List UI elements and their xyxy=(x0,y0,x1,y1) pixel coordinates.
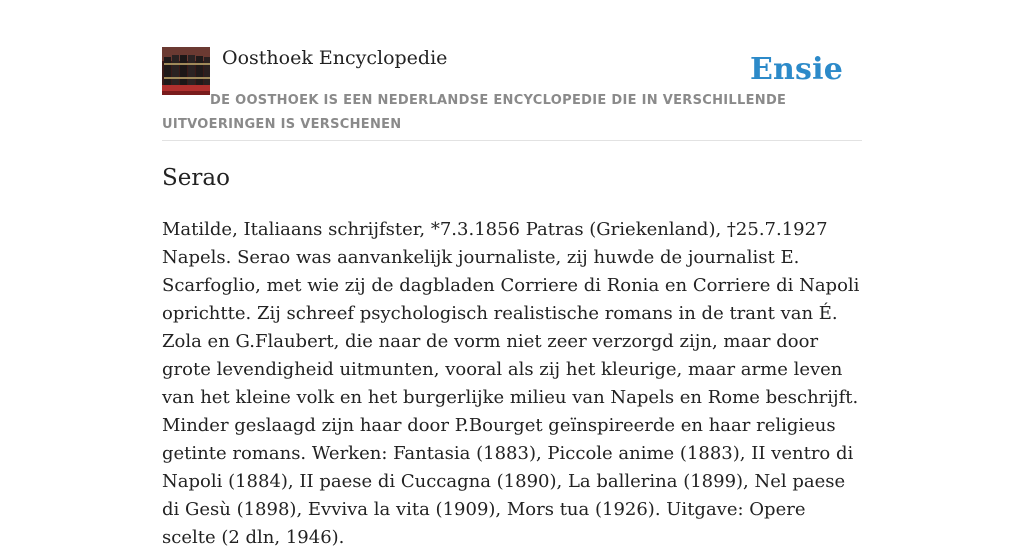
site-tagline: DE OOSTHOEK IS EEN NEDERLANDSE ENCYCLOPEDIE DIE IN VERSCHILLENDE UITVOERINGEN IS VERSCHENEN xyxy=(162,93,787,132)
article-body: Matilde, Italiaans schrijfster, *7.3.1856 Patras (Griekenland), †25.7.1927 Napels. Serao was aanvankelijk journaliste, zij huwde de journalist E. Scarfoglio, met wie zij de dagbladen Corriere di Ronia en Corriere di Napoli oprichtte. Zij schreef psychologisch realistische romans in de trant van É. Zola en G.Flaubert, die naar de vorm niet zeer verzorgd zijn, maar door grote levendigheid uitmunten, vooral als zij het kleurige, maar arme leven van het kleine volk en het burgerlijke milieu van Napels en Rome beschrijft. Minder geslaagd zijn haar door P.Bourget geïnspireerde en haar religieus getinte romans. Werken: Fantasia (1883), Piccole anime (1883), II ventro di Napoli (1884), II paese di Cuccagna (1890), La ballerina (1899), Nel paese di Gesù (1898), Evviva la vita (1909), Mors tua (1926). Uitgave: Opere scelte (2 dln, 1946). xyxy=(162,219,860,548)
brand-logo[interactable]: Ensie xyxy=(749,52,843,87)
site-avatar[interactable] xyxy=(162,47,210,95)
site-name[interactable]: Oosthoek Encyclopedie xyxy=(222,47,448,69)
header xyxy=(162,46,862,141)
book-spines-icon xyxy=(162,47,210,95)
article-title: Serao xyxy=(162,165,230,191)
